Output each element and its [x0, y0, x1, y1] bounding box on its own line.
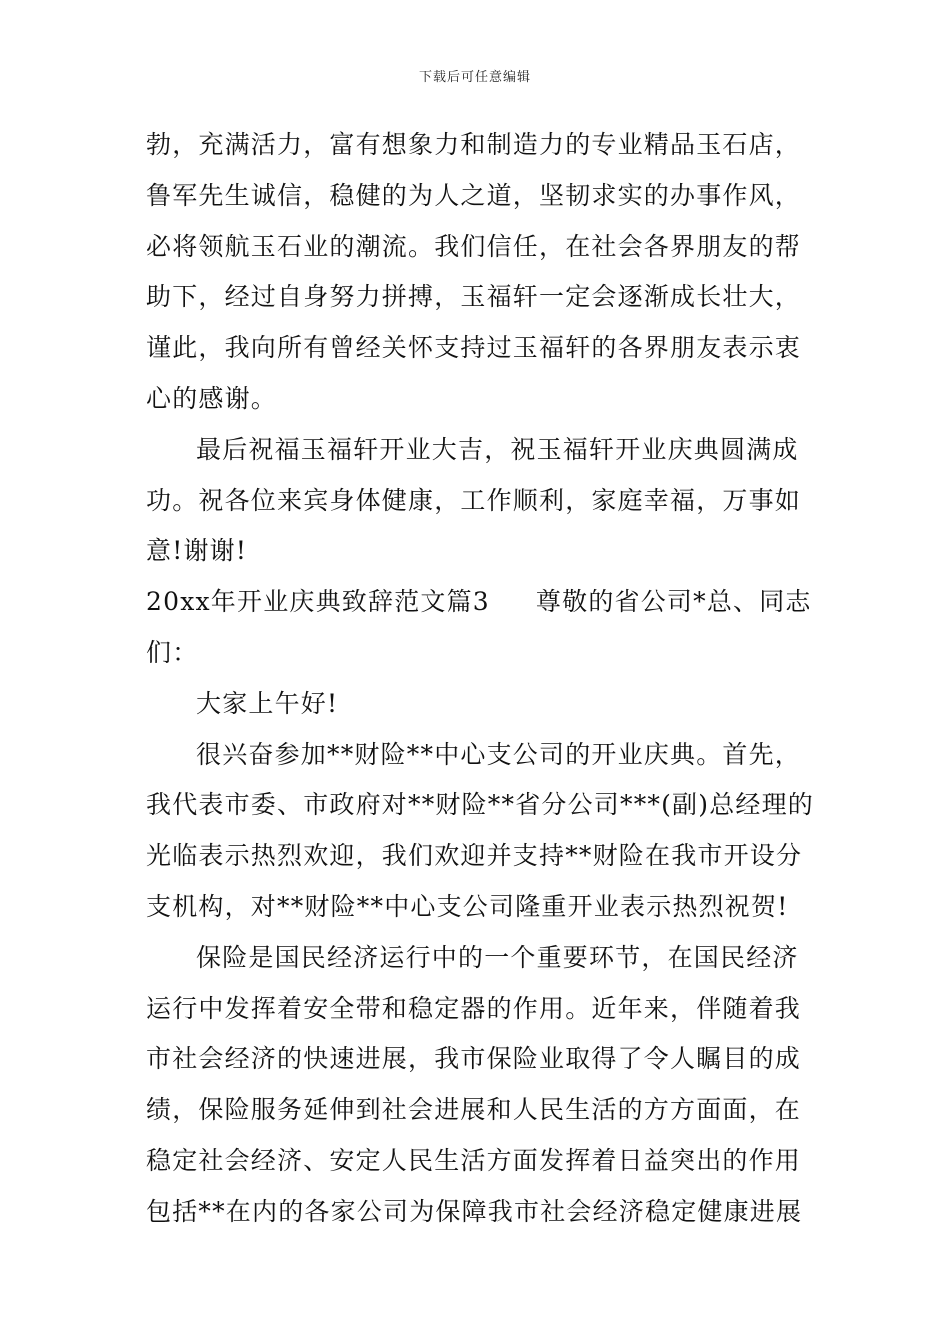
text-line: 绩，保险服务延伸到社会进展和人民生活的方方面面，在: [146, 1095, 802, 1125]
paragraph-first-line: 最后祝福玉福轩开业大吉，祝玉福轩开业庆典圆满成: [196, 434, 799, 464]
section-heading-row: [146, 577, 816, 628]
text-line: 稳定社会经济、安定人民生活方面发挥着日益突出的作用: [146, 1145, 802, 1175]
text-line: 市社会经济的快速进展，我市保险业取得了令人瞩目的成: [146, 1044, 802, 1074]
text-line: 光临表示热烈欢迎，我们欢迎并支持**财险在我市开设分: [146, 841, 803, 871]
document-body: [146, 120, 816, 1238]
paragraph-first-line: 很兴奋参加**财险**中心支公司的开业庆典。首先，: [196, 739, 802, 769]
section-salutation: 尊敬的省公司*总、同志: [535, 587, 812, 617]
text-line: 功。祝各位来宾身体健康，工作顺利，家庭幸福，万事如: [146, 485, 802, 515]
greeting-line: 大家上午好!: [196, 688, 339, 718]
text-line: 心的感谢。: [146, 383, 278, 413]
text-line: 包括**在内的各家公司为保障我市社会经济稳定健康进展: [146, 1196, 803, 1226]
text-line: 们：: [146, 637, 199, 667]
text-line: 支机构，对**财险**中心支公司隆重开业表示热烈祝贺!: [146, 891, 789, 921]
text-line: 勃，充满活力，富有想象力和制造力的专业精品玉石店，: [146, 130, 802, 159]
text-line: 鲁军先生诚信，稳健的为人之道，坚韧求实的办事作风，: [146, 180, 802, 210]
page-header-note: 下载后可任意编辑: [418, 70, 531, 85]
section-heading: 20xx年开业庆典致辞范文篇3: [146, 587, 490, 617]
text-line: 助下，经过自身努力拼搏，玉福轩一定会逐渐成长壮大，: [146, 282, 802, 312]
text-line: 意!谢谢!: [146, 536, 248, 566]
text-line: 运行中发挥着安全带和稳定器的作用。近年来，伴随着我: [146, 993, 802, 1023]
text-line: 我代表市委、市政府对**财险**省分公司***(副)总经理的: [146, 790, 815, 820]
text-line: 谨此，我向所有曾经关怀支持过玉福轩的各界朋友表示衷: [146, 333, 802, 363]
text-line: 必将领航玉石业的潮流。我们信任，在社会各界朋友的帮: [146, 231, 802, 261]
paragraph-first-line: 保险是国民经济运行中的一个重要环节，在国民经济: [196, 942, 799, 972]
